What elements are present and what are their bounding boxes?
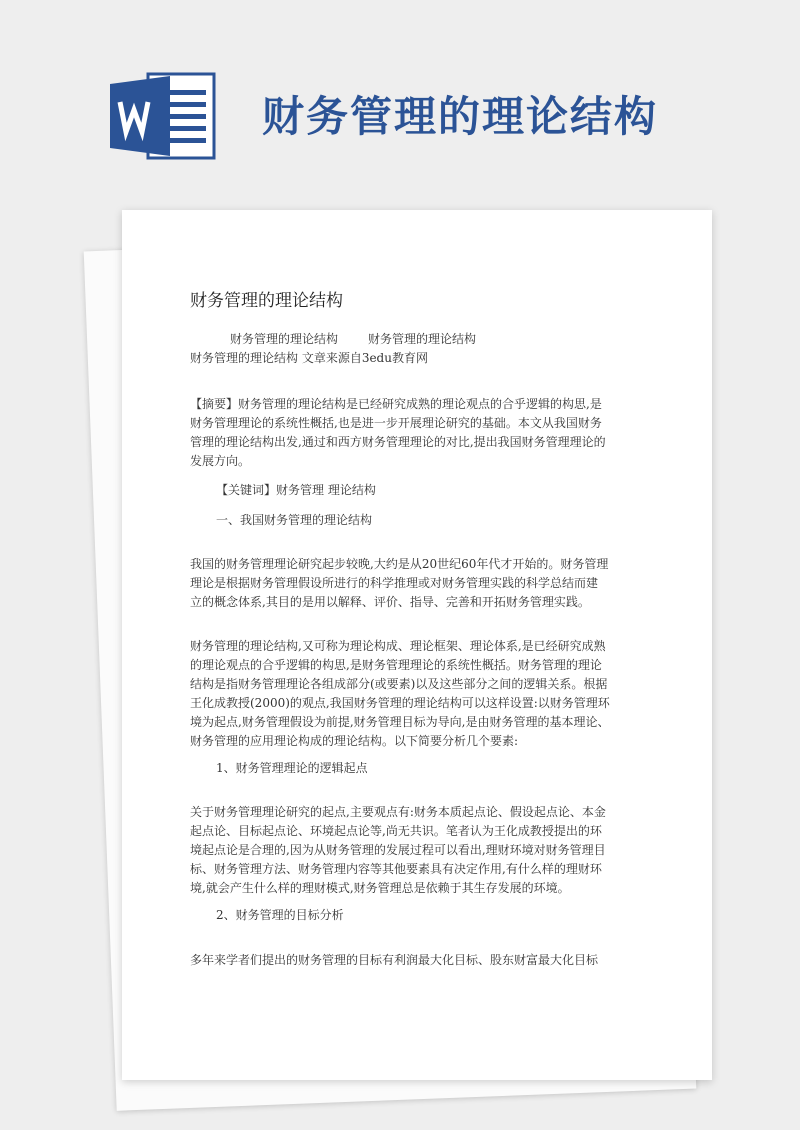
paragraph-line: 境,就会产生什么样的理财模式,财务管理总是依赖于其生存发展的环境。 [190,881,570,895]
paragraph-line: 立的概念体系,其目的是用以解释、评价、指导、完善和开拓财务管理实践。 [190,595,590,609]
paragraph-line: 财务管理的理论结构,又可称为理论构成、理论框架、理论体系,是已经研究成熟 [190,639,606,653]
subtitle-part-1: 财务管理的理论结构 [230,332,339,346]
paragraph-line: 的理论观点的合乎逻辑的构思,是财务管理理论的系统性概括。财务管理的理论 [190,658,602,672]
subtitle-source-line: 财务管理的理论结构 文章来源自3edu教育网 [190,351,428,365]
abstract-line: 财务管理理论的系统性概括,也是进一步开展理论研究的基础。本文从我国财务 [190,416,602,430]
section-heading: 一、我国财务管理的理论结构 [216,513,373,527]
paragraph-line: 财务管理的应用理论构成的理论结构。以下简要分析几个要素: [190,734,519,748]
paragraph-line: 理论是根据财务管理假设所进行的科学推理或对财务管理实践的科学总结而建 [190,576,599,590]
abstract-line: 发展方向。 [190,454,251,468]
subsection-heading: 2、财务管理的目标分析 [216,908,344,922]
subtitle-part-2: 财务管理的理论结构 [368,332,477,346]
document-title: 财务管理的理论结构 [190,291,343,311]
paragraph-line: 起点论、目标起点论、环境起点论等,尚无共识。笔者认为王化成教授提出的环 [190,824,602,838]
paragraph-line: 标、财务管理方法、财务管理内容等其他要素具有决定作用,有什么样的理财环 [190,862,602,876]
abstract-line: 【摘要】财务管理的理论结构是已经研究成熟的理论观点的合乎逻辑的构思,是 [190,397,602,411]
paragraph-line: 王化成教授(2000)的观点,我国财务管理的理论结构可以这样设置:以财务管理环 [190,696,610,710]
subsection-heading: 1、财务管理理论的逻辑起点 [216,761,368,775]
word-logo-icon [108,72,216,160]
paragraph-line: 境为起点,财务管理假设为前提,财务管理目标为导向,是由财务管理的基本理论、 [190,715,610,729]
paragraph-line: 境起点论是合理的,因为从财务管理的发展过程可以看出,理财环境对财务管理目 [190,843,606,857]
keywords: 【关键词】财务管理 理论结构 [216,483,376,497]
paragraph-line: 关于财务管理理论研究的起点,主要观点有:财务本质起点论、假设起点论、本金 [190,805,606,819]
header-title: 财务管理的理论结构 [262,92,659,141]
abstract-line: 管理的理论结构出发,通过和西方财务管理理论的对比,提出我国财务管理理论的 [190,435,606,449]
paragraph-line: 多年来学者们提出的财务管理的目标有利润最大化目标、股东财富最大化目标 [190,953,599,967]
paragraph-line: 我国的财务管理理论研究起步较晚,大约是从20世纪60年代才开始的。财务管理 [190,557,609,571]
paragraph-line: 结构是指财务管理理论各组成部分(或要素)以及这些部分之间的逻辑关系。根据 [190,677,608,691]
